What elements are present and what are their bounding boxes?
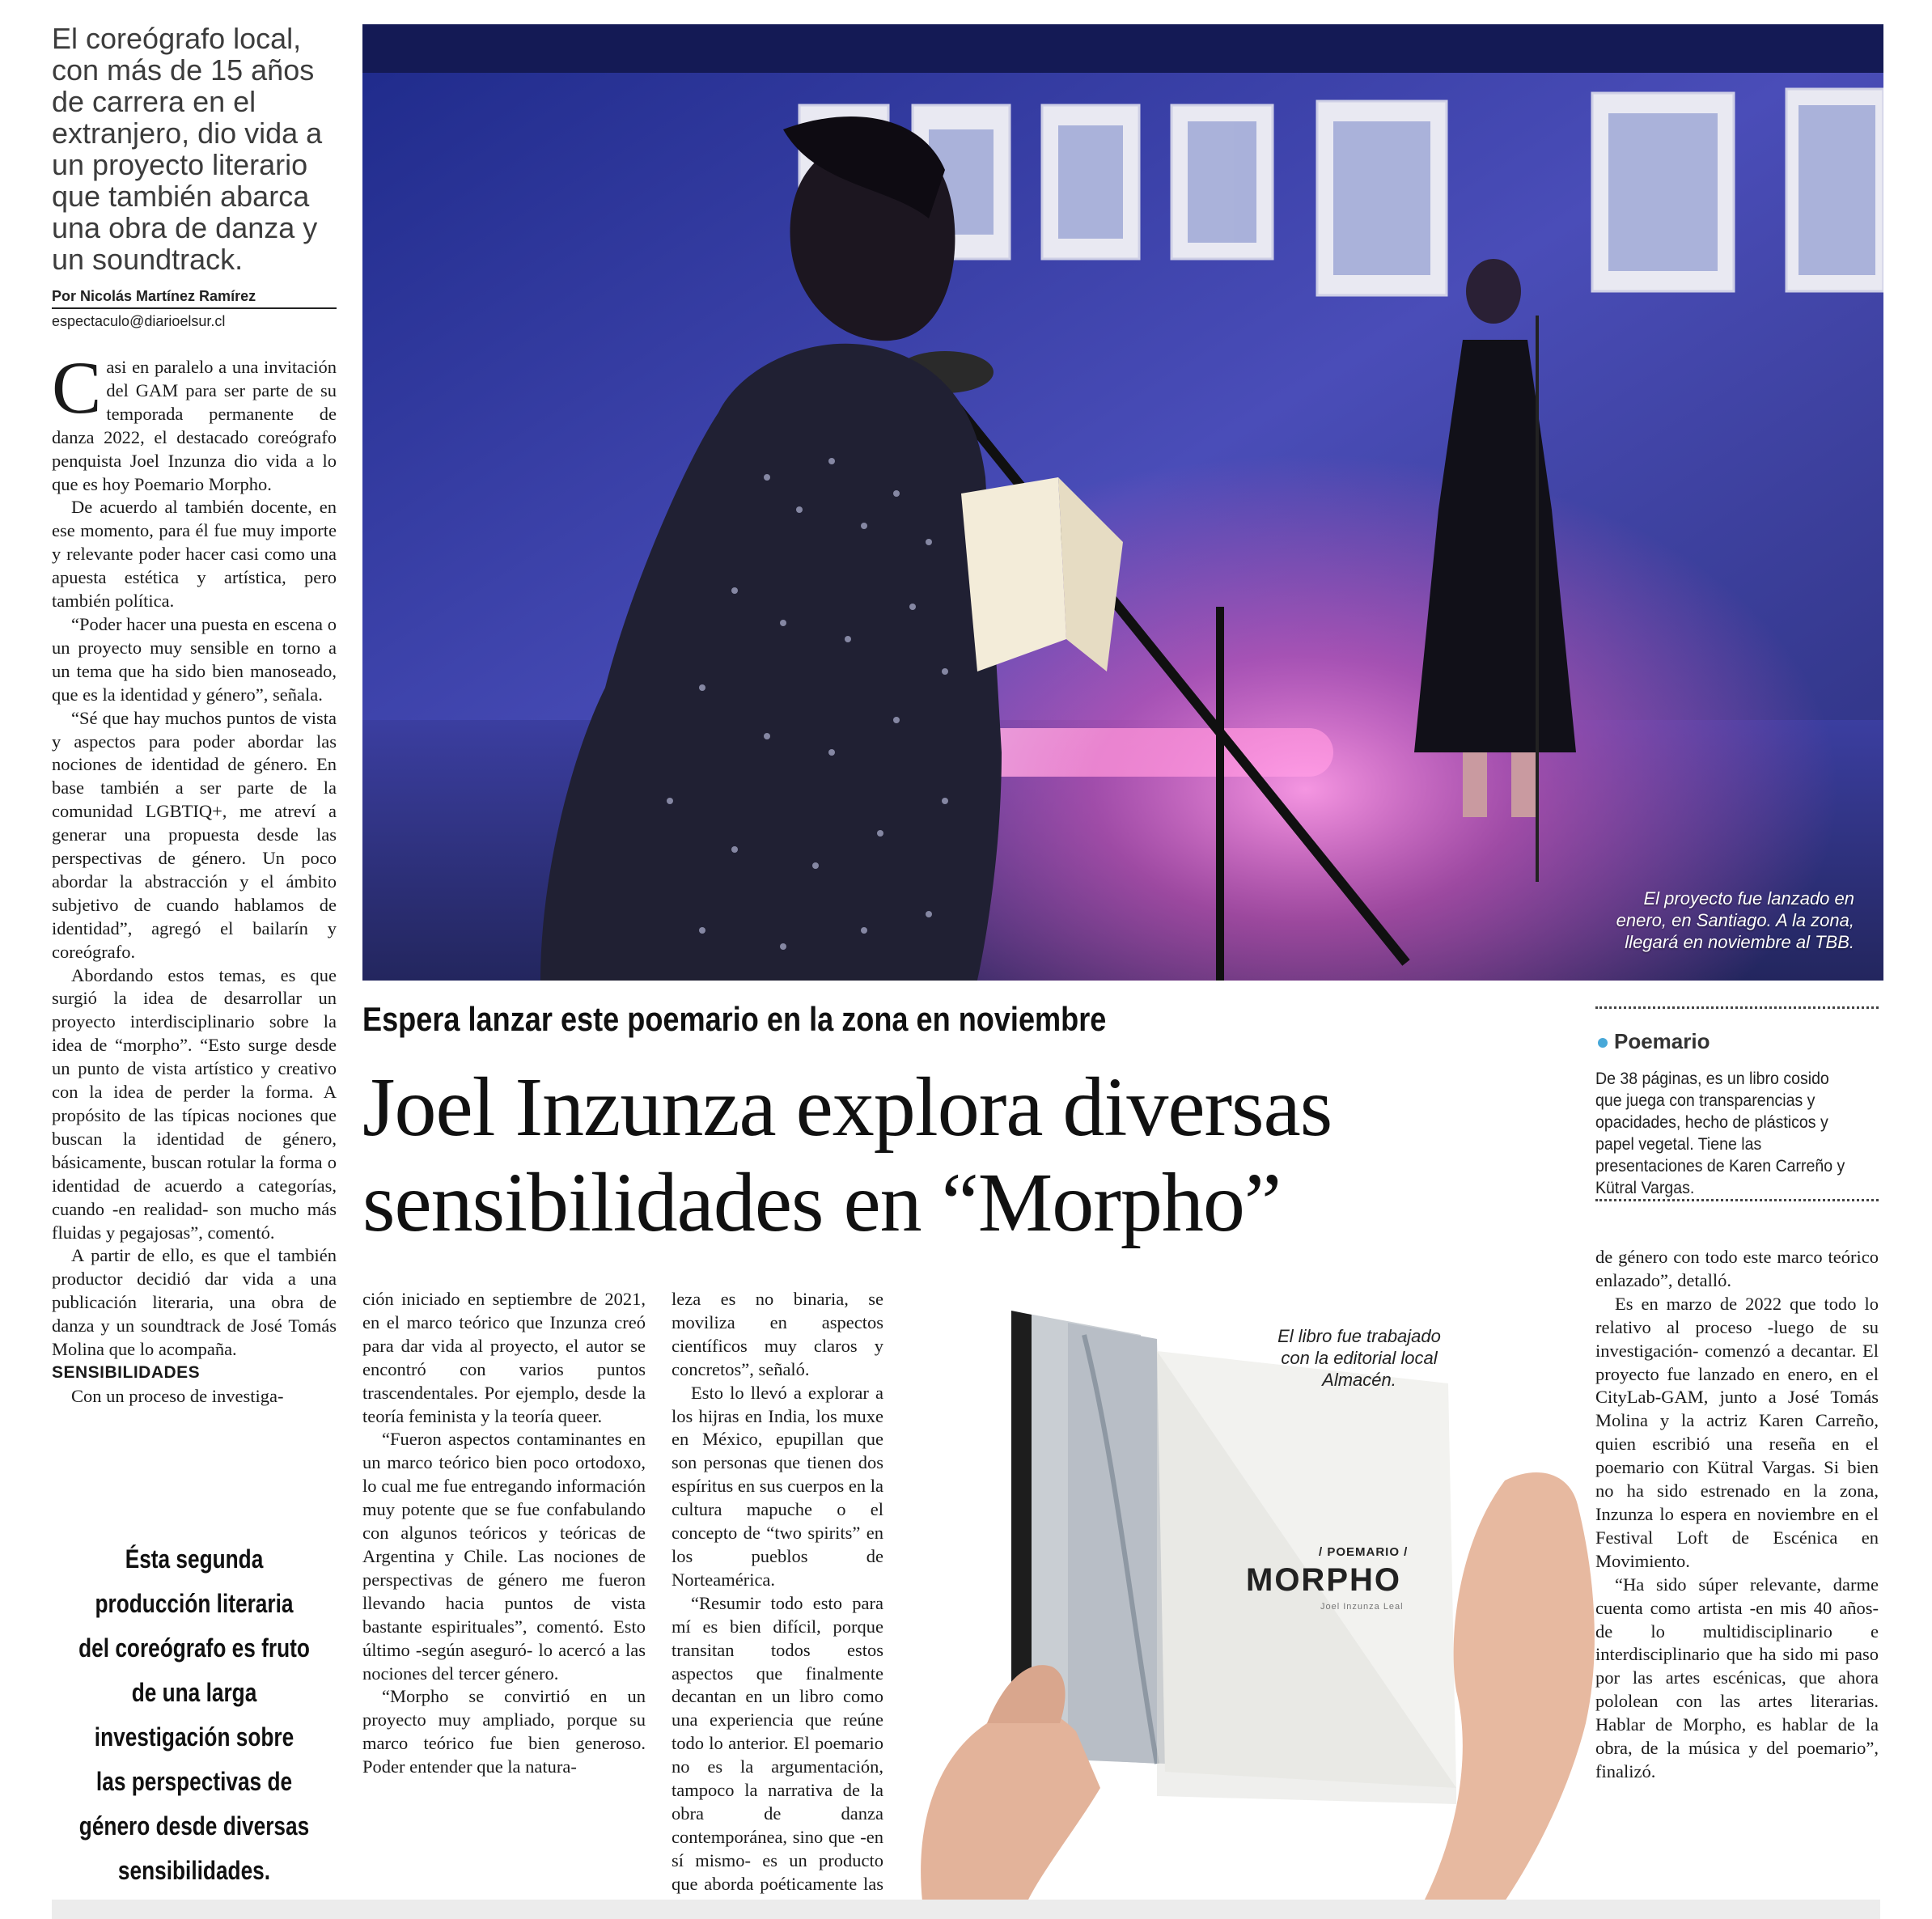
paragraph: ción iniciado en septiembre de 2021, en el marco teórico que Inzunza creó para dar vida al proyecto, el autor se encontró con varios puntos trascendentales. Por ejemplo, desde la teoría feminista y la teoría queer. [362,1289,646,1426]
body-column-3 [672,1288,883,1919]
paragraph: de género con todo este marco teórico enlazado”, detalló. [1595,1247,1879,1290]
paragraph: A partir de ello, es que el también productor decidió dar vida a una publicación literaria, una obra de danza y un soundtrack de José Tomás Molina que lo acompaña. [52,1245,337,1360]
paragraph: asi en paralelo a una invitación del GAM para ser parte de su temporada permanente de danza 2022, el destacado coreógrafo penquista Joel Inzunza dio vida a lo que es hoy Poemario Morpho. [52,357,337,494]
body-column-2 [362,1288,646,1779]
byline-divider [52,307,337,309]
byline: Por Nicolás Martínez Ramírez [52,288,256,304]
paragraph: “Sé que hay muchos puntos de vista y aspectos para poder abordar las nociones de identidad de género. En base también a ser parte de la comunidad LGBTIQ+, me atreví a generar una propuesta desde las perspectivas de género. Un poco abordar la abstracción y el ámbito subjetivo de cuando hablamos de identidad”, agregó el bailarín y coreógrafo. [52,707,337,962]
sidebar-text: De 38 páginas, es un libro cosido que juega con transparencias y opacidades, hecho de plásticos y papel vegetal. Tiene las presentaciones de Karen Carreño y Kütral Vargas. [1595,1070,1845,1197]
deck-subheading: Espera lanzar este poemario en la zona en noviembre [362,1000,1107,1038]
main-photo [362,24,1883,981]
drop-cap: C [52,346,102,429]
page-footer-bar [52,1900,1880,1919]
photo-caption: El proyecto fue lanzado en enero, en Santiago. A la zona, llegará en noviembre al TBB. [1616,888,1854,952]
sidebar-title [1598,1029,1710,1054]
book-series: / POEMARIO / [1319,1545,1409,1559]
book-photo [890,1303,1699,1901]
book-title: MORPHO [1246,1562,1401,1598]
paragraph: Es en marzo de 2022 que todo lo relativo al proceso -luego de su investigación- comenzó a decantar. El proyecto fue lanzado en enero, en el CityLab-GAM, junto a José Tomás Molina y la actriz Karen Carreño, quien escribió una reseña en el poemario con Kütral Vargas. Si bien no ha sido estrenado en la zona, Inzunza lo espera en noviembre en el Festival Loft de Escénica en Movimiento. [1595,1293,1879,1571]
paragraph: “Poder hacer una puesta en escena o un proyecto muy sensible en torno a un tema que ha sido bien manoseado, que es la identidad y género”, señala. [52,613,337,705]
paragraph: “Ha sido súper relevante, darme cuenta como artista -en mis 40 años- de lo multidisciplinario e interdisciplinario que ha sido mi paso por las artes escénicas, que ahora pololean con las artes literarias. Hablar de Morpho, es hablar de la obra, de la música y del poemario”, finalizó. [1595,1574,1879,1781]
book-caption: El libro fue trabajado con la editorial local Almacén. [1277,1326,1441,1390]
section-subhead: SENSIBILIDADES [52,1362,201,1382]
headline: Joel Inzunza explora diversas sensibilidades en “Morpho” [362,1061,1332,1249]
paragraph: De acuerdo al también docente, en ese momento, para él fue muy importe y relevante poder hacer casi como una apuesta estética y artística, pero también política. [52,497,337,612]
body-column-1 [52,346,337,1409]
paragraph: “Fueron aspectos contaminantes en un marco teórico bien poco ortodoxo, lo cual me fue entregando información muy potente que se fue confabulando con algunos teóricos y teóricas de Argentina y Chile. Las nociones de perspectivas de género me fueron llevando hacia puntos de vista bastante espirituales”, comentó. Esto último -según aseguró- lo acercó a las nociones del tercer género. [362,1429,646,1684]
book-cover-text [1246,1545,1440,1612]
paragraph: Abordando estos temas, es que surgió la idea de desarrollar un proyecto interdisciplinario sobre la idea de “morpho”. “Esto surge desde un punto de vista artístico y creativo con la idea de perder la forma. A propósito de las típicas nociones que buscan la identidad de género, básicamente, buscan rotular la forma o identidad de acuerdo a categorías, cuando -en realidad- son mucho más fluidas y pegajosas”, comentó. [52,964,337,1243]
sidebar-title-text: Poemario [1614,1029,1710,1053]
paragraph: “Morpho se convirtió en un proyecto muy ampliado, porque su marco teórico fue bien generoso. Poder entender que la natura- [362,1686,646,1777]
sidebar-divider-top [1595,1006,1879,1009]
body-column-5 [1595,1246,1879,1784]
sidebar-divider-bottom [1595,1199,1879,1201]
paragraph: Esto lo llevó a explorar a los hijras en India, los muxe en México, epupillan que son personas que tienen dos espíritus en sus cuerpos en la cultura mapuche o el concepto de “two spirits” en los pueblos de Norteamérica. [672,1382,883,1590]
paragraph: “Resumir todo esto para mí es bien difícil, porque transitan todos estos aspectos que finalmente decantan en un libro como una experiencia que reúne todo lo anterior. El poemario no es la argumentación, tampoco la narrativa de la obra de danza contemporánea, sino que -en sí mismo- es un producto que aborda poéticamente las [672,1592,883,1894]
book-author: Joel Inzunza Leal [1320,1602,1404,1612]
paragraph: Con un proceso de investiga- [71,1385,284,1406]
pull-quote: Ésta segunda producción literaria del coreógrafo es fruto de una larga investigación sobre las perspectivas de género desde diversas sensibilidades. [78,1544,310,1885]
author-email: espectaculo@diarioelsur.cl [52,313,226,329]
paragraph: leza es no binaria, se moviliza en aspectos científicos muy claros y concretos”, señaló. [672,1289,883,1379]
kicker-text: El coreógrafo local, con más de 15 años de carrera en el extranjero, dio vida a un proyecto literario que también abarca una obra de danza y un soundtrack. [52,22,323,276]
